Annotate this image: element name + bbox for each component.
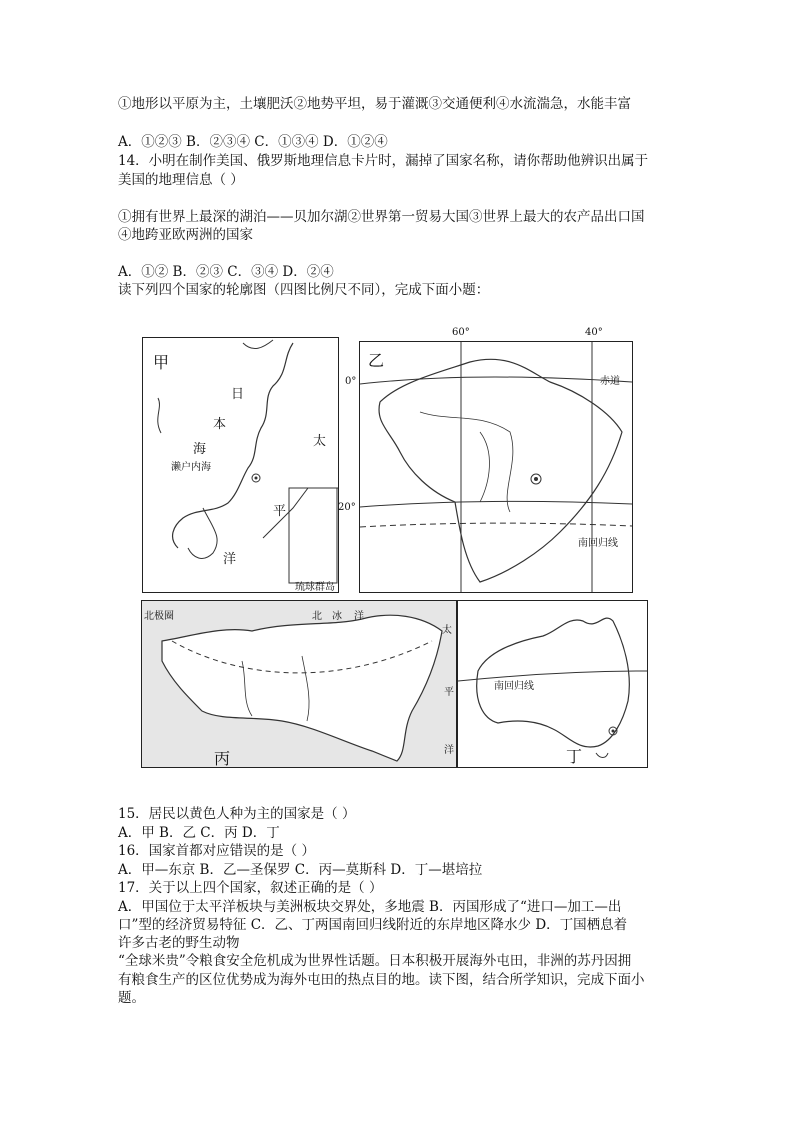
passage-line2: 有粮食生产的区位优势成为海外屯田的热点目的地。读下图，结合所学知识，完成下面小 [118, 972, 645, 988]
russia-outline [142, 601, 456, 767]
jia-label: 甲 [153, 353, 170, 372]
lat-20-label: 20° [338, 502, 356, 513]
japan-char-ri: 日 [231, 387, 245, 402]
japan-char-ben: 本 [213, 417, 227, 432]
q14-options-text-cont: ④地跨亚欧两洲的国家 [118, 227, 253, 243]
passage-line1: “全球米贵”令粮食安全危机成为世界性话题。日本积极开展海外屯田，非洲的苏丹因拥 [118, 953, 632, 969]
q14-stem: 14．小明在制作美国、俄罗斯地理信息卡片时，漏掉了国家名称，请你帮助他辨识出属于 [118, 153, 649, 169]
arctic-circle-label: 北极圈 [144, 611, 174, 622]
australia-outline [458, 601, 647, 767]
q17-choice-line2: 口”型的经济贸易特征 C．乙、丁两国南回归线附近的东岸地区降水少 D．丁国栖息着 [118, 917, 628, 933]
q16-choices: A．甲—东京 B．乙—圣保罗 C．丙—莫斯科 D．丁—堪培拉 [118, 862, 483, 878]
ding-label: 丁 [566, 747, 583, 766]
q14-choices: A．①② B．②③ C．③④ D．②④ [118, 264, 334, 280]
q15-choices: A．甲 B．乙 C．丙 D．丁 [118, 825, 280, 841]
map-bing-russia [141, 600, 457, 768]
pacific-char-ping: 平 [273, 504, 287, 519]
pacific-char-ping-bing: 平 [444, 687, 454, 698]
q17-choice-line3: 许多古老的野生动物 [118, 935, 240, 951]
map-jia-japan [142, 337, 339, 593]
q17-stem: 17．关于以上四个国家，叙述正确的是（ ） [118, 880, 383, 896]
ryukyu-label: 琉球群岛 [295, 582, 335, 593]
yi-label: 乙 [368, 351, 385, 370]
equator-label: 赤道 [600, 376, 620, 387]
q13-options-text: ①地形以平原为主，土壤肥沃②地势平坦，易于灌溉③交通便利④水流湍急，水能丰富 [118, 96, 631, 112]
tropic-label-ding: 南回归线 [494, 681, 534, 692]
q17-choice-line1: A．甲国位于太平洋板块与美洲板块交界处，多地震 B．丙国形成了“进口—加工—出 [118, 899, 622, 915]
arctic-char-bei: 北 [312, 611, 322, 622]
q14-options-text: ①拥有世界上最深的湖泊——贝加尔湖②世界第一贸易大国③世界上最大的农产品出口国 [118, 209, 645, 225]
lon-60-label: 60° [452, 327, 470, 338]
passage-line3: 题。 [118, 990, 145, 1006]
lat-0-label: 0° [345, 376, 357, 387]
q15-stem: 15．居民以黄色人种为主的国家是（ ） [118, 806, 356, 822]
q14-stem-cont: 美国的地理信息（ ） [118, 172, 244, 188]
pacific-char-tai-bing: 太 [442, 625, 452, 636]
japan-char-hai: 海 [193, 442, 207, 457]
tropic-label-yi: 南回归线 [578, 538, 618, 549]
arctic-char-bing: 冰 [332, 611, 342, 622]
q13-choices: A．①②③ B．②③④ C．①③④ D．①②④ [118, 134, 388, 150]
bing-label: 丙 [214, 749, 231, 768]
map-intro: 读下列四个国家的轮廓图（四图比例尺不同），完成下面小题： [118, 282, 490, 298]
map-ding-australia [457, 600, 648, 768]
pacific-char-yang: 洋 [223, 552, 237, 567]
q16-stem: 16．国家首都对应错误的是（ ） [118, 843, 315, 859]
seto-inland-sea-label: 濑户内海 [171, 462, 211, 473]
pacific-char-yang-bing: 洋 [444, 745, 454, 756]
arctic-char-yang: 洋 [354, 611, 364, 622]
brazil-outline [360, 342, 632, 592]
lon-40-label: 40° [585, 327, 603, 338]
pacific-char-tai: 太 [313, 434, 327, 449]
map-yi-brazil [359, 341, 633, 593]
